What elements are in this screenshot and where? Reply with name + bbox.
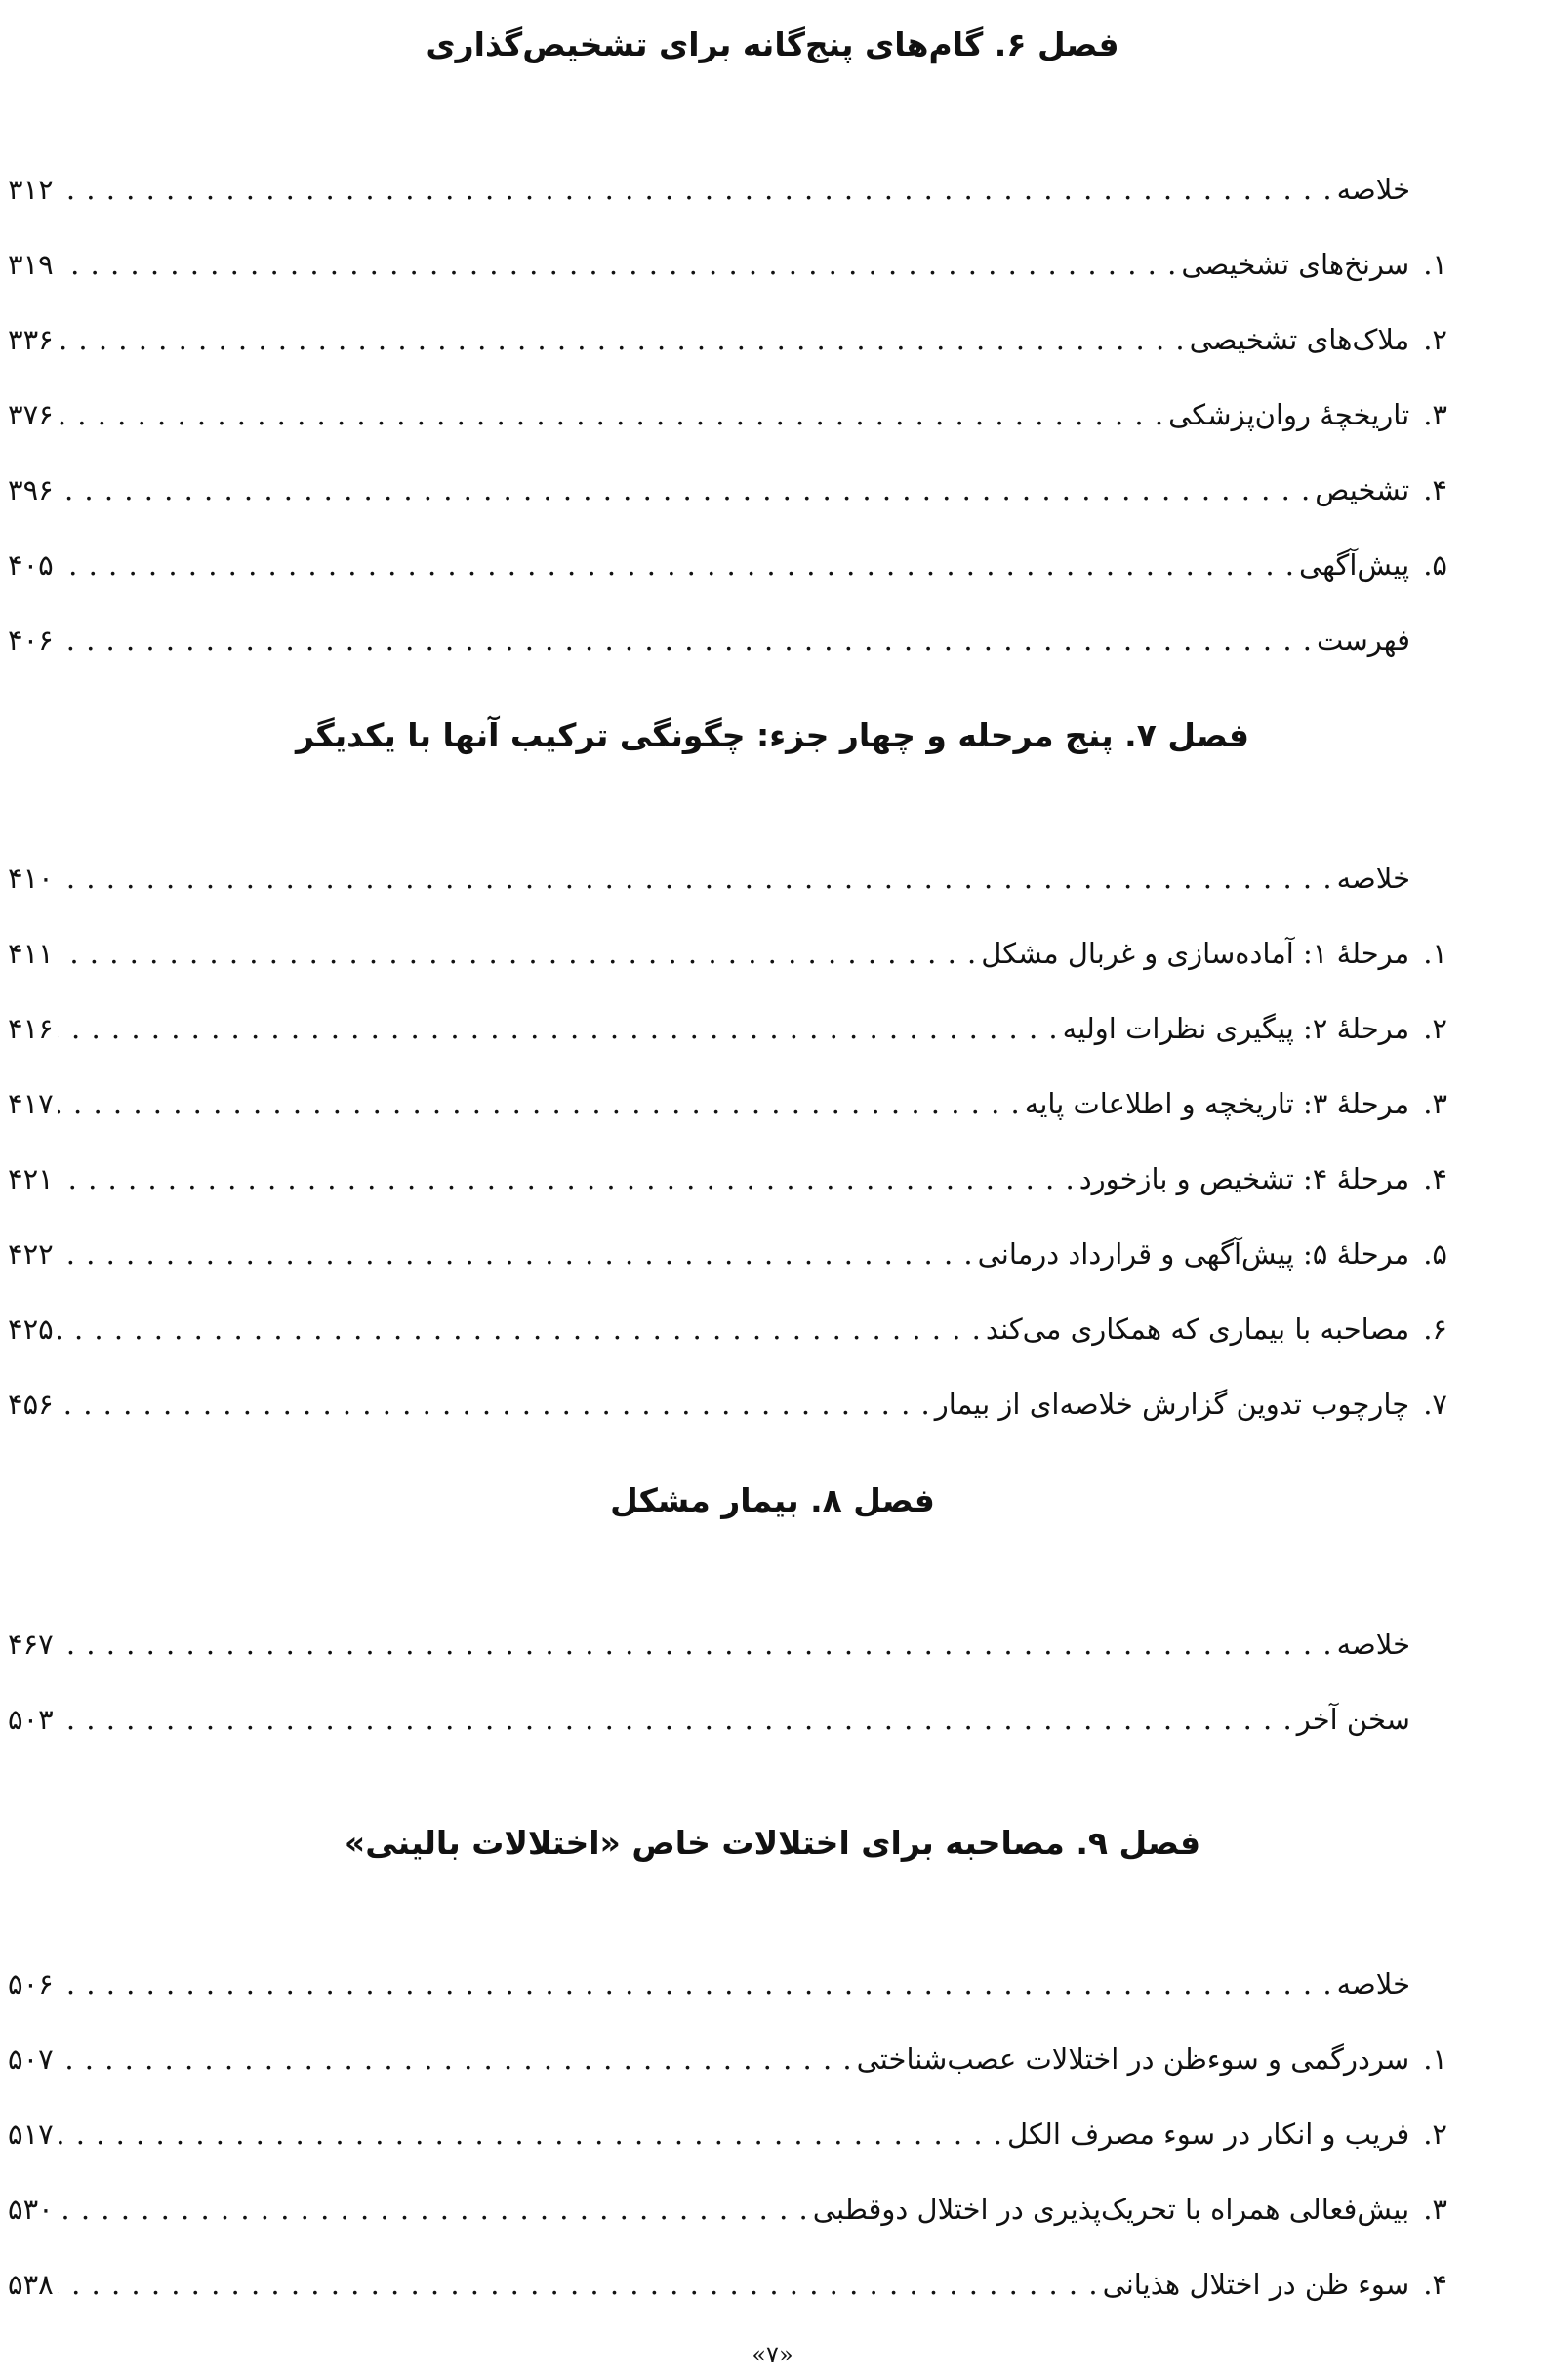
toc-entry[interactable] (8, 527, 1447, 602)
dot-leader (58, 470, 1312, 509)
dot-leader (58, 1234, 974, 1273)
entry-title: سوء ظن در اختلال هذیانی (1102, 2267, 1410, 2301)
toc-entry[interactable] (8, 1216, 1447, 1291)
toc-list (8, 151, 1447, 677)
chapter-title: فصل ۶. گام‌های پنج‌گانه برای تشخیص‌گذاری (426, 25, 1119, 63)
dot-leader (58, 545, 1295, 585)
entry-title: مرحلهٔ ۴: تشخیص و بازخورد (1078, 1161, 1410, 1195)
entry-title: بیش‌فعالی همراه با تحریک‌پذیری در اختلال دوقطبی (812, 2192, 1410, 2226)
dot-leader (58, 1310, 982, 1349)
toc-entry[interactable] (8, 377, 1447, 452)
dot-leader (58, 395, 1164, 434)
entry-page-number: ۴۰۵ (8, 547, 54, 582)
entry-page-number: ۳۳۶ (8, 322, 54, 356)
entry-number: ۶. (1423, 1311, 1447, 1346)
entry-page-number: ۵۳۸ (8, 2267, 54, 2301)
dot-leader (58, 621, 1313, 660)
toc-list (8, 1946, 1447, 2321)
toc-entry[interactable] (8, 1066, 1447, 1141)
entry-page-number: ۴۵۶ (8, 1387, 54, 1421)
dot-leader (58, 2265, 1099, 2304)
entry-title: مرحلهٔ ۱: آماده‌سازی و غربال مشکل (981, 936, 1410, 970)
toc-entry[interactable] (8, 2246, 1447, 2321)
entry-number: ۲. (1423, 322, 1447, 356)
toc-entry[interactable] (8, 2021, 1447, 2096)
entry-page-number: ۵۳۰ (8, 2192, 54, 2226)
toc-entry[interactable] (8, 915, 1447, 990)
toc-entry[interactable] (8, 1141, 1447, 1216)
entry-title: خلاصه (1336, 1627, 1410, 1661)
entry-number: ۵. (1423, 547, 1447, 582)
entry-page-number: ۵۰۳ (8, 1702, 54, 1736)
entry-title: خلاصه (1336, 861, 1410, 895)
toc-entry[interactable] (8, 2096, 1447, 2171)
toc-list (8, 1606, 1447, 1756)
entry-page-number: ۳۱۹ (8, 247, 54, 281)
toc-entry[interactable] (8, 2171, 1447, 2246)
toc-list (8, 840, 1447, 1441)
chapter-title: فصل ۸. بیمار مشکل (610, 1481, 935, 1519)
dot-leader (58, 170, 1333, 209)
entry-page-number: ۴۱۰ (8, 861, 54, 895)
entry-page-number: ۵۰۶ (8, 1966, 54, 2000)
entry-title: پیش‌آگهی (1299, 547, 1410, 582)
toc-entry[interactable] (8, 1606, 1447, 1681)
entry-page-number: ۵۰۷ (8, 2041, 54, 2076)
entry-title: مرحلهٔ ۳: تاریخچه و اطلاعات پایه (1024, 1086, 1410, 1120)
dot-leader (58, 1964, 1333, 2003)
dot-leader (58, 2039, 853, 2078)
toc-entry[interactable] (8, 1681, 1447, 1756)
entry-number: ۱. (1423, 2041, 1447, 2076)
entry-page-number: ۴۱۷ (8, 1086, 54, 1120)
entry-number: ۴. (1423, 472, 1447, 506)
entry-title: خلاصه (1336, 1966, 1410, 2000)
entry-number: ۳. (1423, 397, 1447, 431)
entry-number: ۱. (1423, 936, 1447, 970)
entry-number: ۴. (1423, 2267, 1447, 2301)
entry-number: ۲. (1423, 2117, 1447, 2151)
entry-page-number: ۳۹۶ (8, 472, 54, 506)
dot-leader (58, 1009, 1059, 1048)
entry-page-number: ۳۷۶ (8, 397, 54, 431)
entry-title: تشخیص (1315, 472, 1410, 506)
toc-entry[interactable] (8, 602, 1447, 677)
entry-page-number: ۴۲۱ (8, 1161, 54, 1195)
entry-number: ۵. (1423, 1236, 1447, 1271)
entry-number: ۳. (1423, 2192, 1447, 2226)
chapter-title: فصل ۷. پنج مرحله و چهار جزء: چگونگی ترکیب آنها با یکدیگر (296, 716, 1249, 754)
page-number: «۷» (752, 2341, 793, 2368)
entry-number: ۷. (1423, 1387, 1447, 1421)
toc-entry[interactable] (8, 1291, 1447, 1366)
toc-entry[interactable] (8, 452, 1447, 527)
entry-title: سخن آخر (1296, 1702, 1410, 1736)
entry-title: چارچوب تدوین گزارش خلاصه‌ای از بیمار (934, 1387, 1410, 1421)
entry-title: سرنخ‌های تشخیصی (1181, 247, 1410, 281)
toc-entry[interactable] (8, 151, 1447, 226)
entry-page-number: ۵۱۷ (8, 2117, 54, 2151)
entry-title: فهرست (1316, 623, 1410, 657)
entry-page-number: ۴۱۶ (8, 1011, 54, 1045)
entry-page-number: ۴۶۷ (8, 1627, 54, 1661)
chapter-title: فصل ۹. مصاحبه برای اختلالات خاص «اختلالات بالینی» (344, 1824, 1201, 1862)
entry-number: ۴. (1423, 1161, 1447, 1195)
toc-entry[interactable] (8, 226, 1447, 302)
entry-title: خلاصه (1336, 172, 1410, 206)
dot-leader (58, 1159, 1076, 1198)
entry-page-number: ۴۱۱ (8, 936, 54, 970)
dot-leader (58, 245, 1178, 284)
entry-title: مرحلهٔ ۵: پیش‌آگهی و قرارداد درمانی (977, 1236, 1410, 1271)
entry-page-number: ۳۱۲ (8, 172, 54, 206)
entry-title: مرحلهٔ ۲: پیگیری نظرات اولیه (1062, 1011, 1410, 1045)
entry-title: فریب و انکار در سوء مصرف الکل (1007, 2117, 1410, 2151)
dot-leader (58, 1084, 1021, 1123)
entry-number: ۳. (1423, 1086, 1447, 1120)
dot-leader (58, 1700, 1293, 1739)
entry-page-number: ۴۰۶ (8, 623, 54, 657)
dot-leader (58, 320, 1186, 359)
dot-leader (58, 859, 1333, 898)
entry-title: سردرگمی و سوءظن در اختلالات عصب‌شناختی (856, 2041, 1410, 2076)
dot-leader (58, 2115, 1003, 2154)
entry-page-number: ۴۲۵ (8, 1311, 54, 1346)
dot-leader (58, 1385, 931, 1424)
entry-title: مصاحبه با بیماری که همکاری می‌کند (985, 1311, 1410, 1346)
dot-leader (58, 934, 978, 973)
toc-entry[interactable] (8, 1366, 1447, 1441)
toc-entry[interactable] (8, 302, 1447, 377)
toc-entry[interactable] (8, 840, 1447, 915)
entry-title: تاریخچهٔ روان‌پزشکی (1168, 397, 1410, 431)
entry-title: ملاک‌های تشخیصی (1189, 322, 1410, 356)
entry-number: ۲. (1423, 1011, 1447, 1045)
entry-number: ۱. (1423, 247, 1447, 281)
dot-leader (58, 2190, 809, 2229)
toc-entry[interactable] (8, 1946, 1447, 2021)
entry-page-number: ۴۲۲ (8, 1236, 54, 1271)
dot-leader (58, 1625, 1333, 1664)
toc-entry[interactable] (8, 990, 1447, 1066)
